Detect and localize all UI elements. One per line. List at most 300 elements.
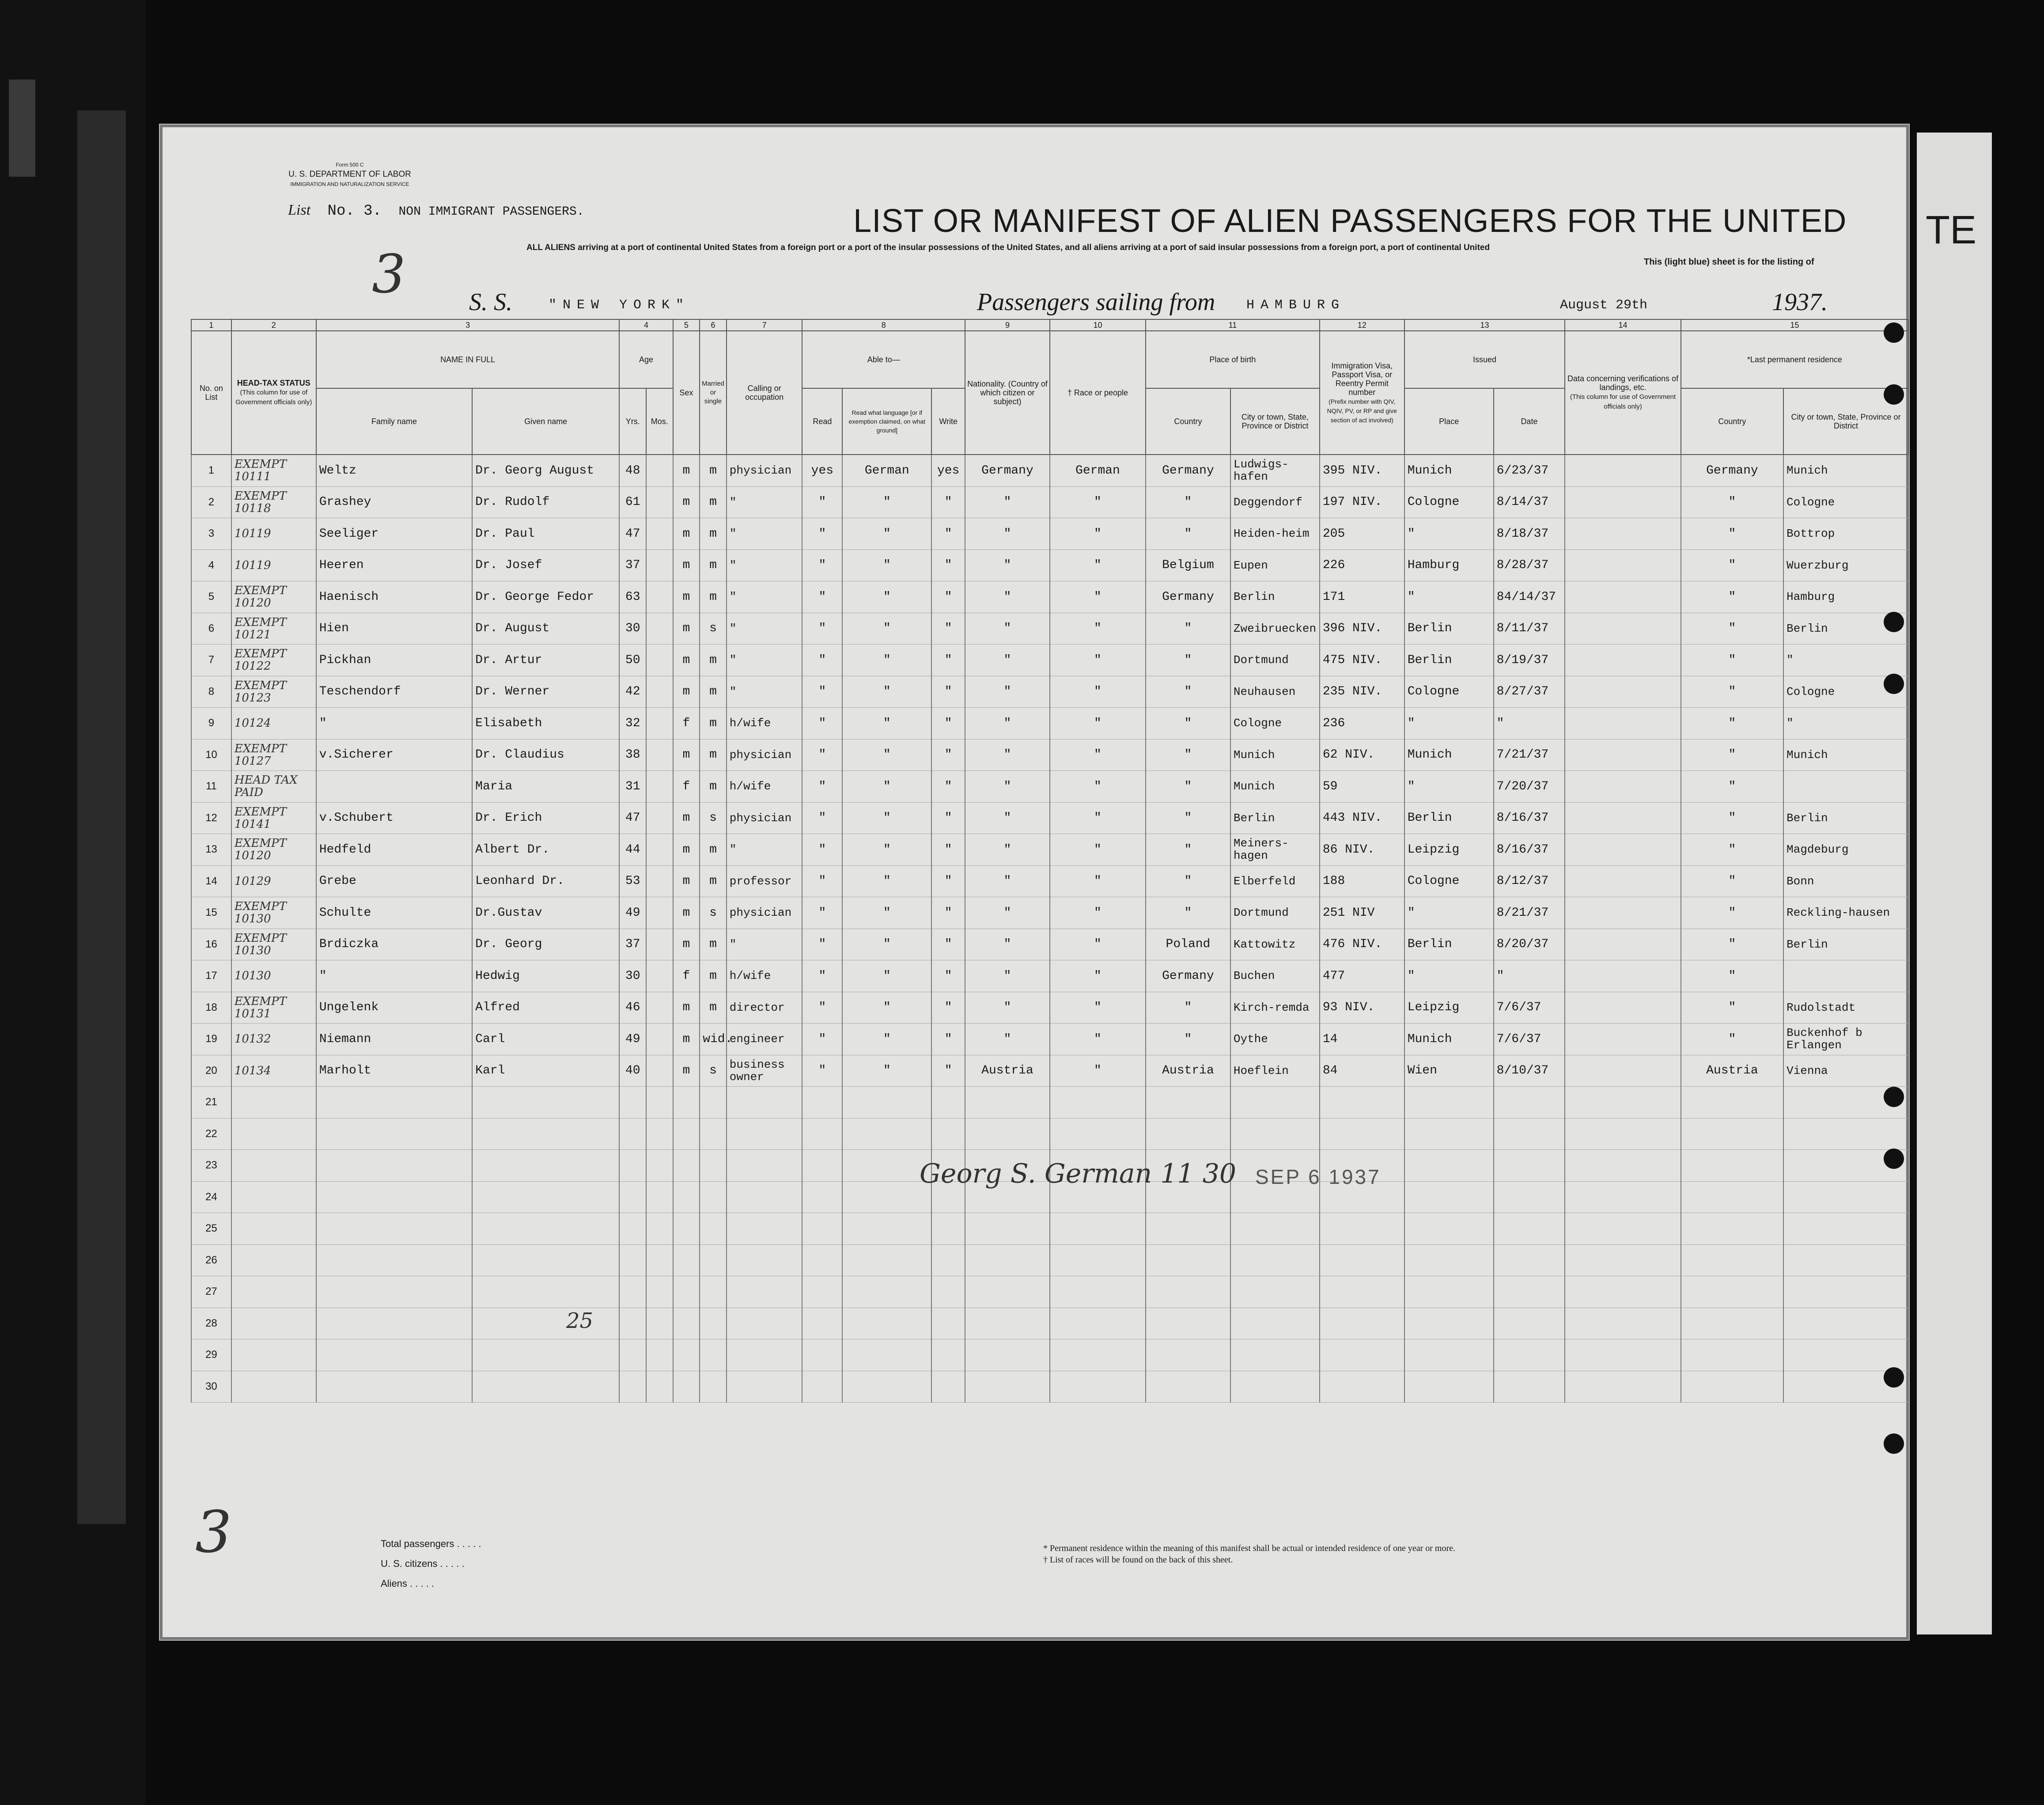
cell-idate: 8/16/37 (1494, 834, 1565, 866)
table-row (191, 613, 1908, 645)
cell-bcountry (1146, 1118, 1230, 1150)
cell-mos (646, 1024, 673, 1055)
cell-occ: physician (727, 802, 802, 834)
cell-read: " (802, 581, 842, 613)
cell-family: Heeren (316, 550, 472, 581)
cell-nat: " (965, 1024, 1050, 1055)
cell-mos (646, 486, 673, 518)
cell-rcity (1783, 771, 1908, 803)
cell-ms (700, 1371, 727, 1403)
cell-idate (1494, 1213, 1565, 1245)
film-strip (77, 110, 126, 1524)
cell-bcity: Heiden-heim (1230, 518, 1320, 550)
cell-bcity: Dortmund (1230, 897, 1320, 929)
cell-bcountry: " (1146, 518, 1230, 550)
cell-sex: m (673, 486, 700, 518)
cell-tax (231, 1339, 316, 1371)
cell-bcity: Kattowitz (1230, 929, 1320, 960)
cell-given (472, 1276, 619, 1308)
cell-iplace: " (1404, 897, 1494, 929)
cell-family: Haenisch (316, 581, 472, 613)
cell-mos (646, 865, 673, 897)
cell-occ: director (727, 992, 802, 1024)
cell-iplace: Cologne (1404, 486, 1494, 518)
cell-bcountry (1146, 1308, 1230, 1339)
cell-family: Pickhan (316, 645, 472, 676)
cell-no: 14 (191, 865, 231, 897)
cell-read: " (802, 486, 842, 518)
cell-no: 30 (191, 1371, 231, 1403)
cell-sex: m (673, 739, 700, 771)
cell-mos (646, 708, 673, 739)
cell-verif (1565, 992, 1681, 1024)
cell-race (1050, 1118, 1146, 1150)
cell-race: " (1050, 929, 1146, 960)
cell-verif (1565, 929, 1681, 960)
cell-bcity (1230, 1371, 1320, 1403)
cell-given: Elisabeth (472, 708, 619, 739)
cell-yrs (619, 1181, 646, 1213)
cell-verif (1565, 581, 1681, 613)
cell-ms (700, 1339, 727, 1371)
cell-sex: m (673, 865, 700, 897)
header-last-residence: *Last permanent residence (1681, 331, 1908, 388)
cell-given (472, 1308, 619, 1339)
list-line: List No. 3. NON IMMIGRANT PASSENGERS. (288, 202, 584, 220)
cell-no: 4 (191, 550, 231, 581)
handwritten-bottom-number: 3 (195, 1498, 232, 1566)
cell-occ: physician (727, 897, 802, 929)
cell-ms: wid. (700, 1024, 727, 1055)
cell-race (1050, 1087, 1146, 1119)
cell-race: German (1050, 455, 1146, 486)
cell-sex: m (673, 834, 700, 866)
cell-visa (1320, 1244, 1404, 1276)
cell-yrs: 37 (619, 550, 646, 581)
cell-ms: m (700, 518, 727, 550)
cell-verif (1565, 1087, 1681, 1119)
cell-visa (1320, 1213, 1404, 1245)
cell-no: 10 (191, 739, 231, 771)
cell-idate: 8/28/37 (1494, 550, 1565, 581)
cell-rcity (1783, 960, 1908, 992)
cell-mos (646, 1213, 673, 1245)
cell-race: " (1050, 645, 1146, 676)
cell-occ (727, 1181, 802, 1213)
cell-race: " (1050, 960, 1146, 992)
cell-ms: m (700, 865, 727, 897)
cell-bcity (1230, 1244, 1320, 1276)
cell-idate: 6/23/37 (1494, 455, 1565, 486)
cell-mos (646, 739, 673, 771)
cell-verif (1565, 802, 1681, 834)
cell-write (931, 1118, 965, 1150)
cell-iplace: Cologne (1404, 676, 1494, 708)
cell-sex: m (673, 929, 700, 960)
cell-given (472, 1181, 619, 1213)
cell-rcountry: " (1681, 708, 1783, 739)
cell-iplace: Berlin (1404, 613, 1494, 645)
cell-bcountry: " (1146, 992, 1230, 1024)
table-row (191, 834, 1908, 866)
cell-idate (1494, 1150, 1565, 1182)
cell-given: Albert Dr. (472, 834, 619, 866)
table-row (191, 1055, 1908, 1087)
cell-iplace: Munich (1404, 1024, 1494, 1055)
table-row-empty (191, 1087, 1908, 1119)
cell-yrs: 47 (619, 802, 646, 834)
cell-bcity: Kirch-remda (1230, 992, 1320, 1024)
cell-race: " (1050, 518, 1146, 550)
cell-visa: 226 (1320, 550, 1404, 581)
table-row (191, 739, 1908, 771)
cell-rcountry (1681, 1213, 1783, 1245)
cell-lang: " (842, 645, 931, 676)
cell-visa: 84 (1320, 1055, 1404, 1087)
cell-no: 2 (191, 486, 231, 518)
header-head-tax: HEAD-TAX STATUS (This column for use of Government officials only) (231, 331, 316, 455)
cell-read: " (802, 1024, 842, 1055)
cell-iplace: Leipzig (1404, 992, 1494, 1024)
cell-nat: " (965, 802, 1050, 834)
cell-read: " (802, 676, 842, 708)
cell-sex: m (673, 613, 700, 645)
cell-bcity: Oythe (1230, 1024, 1320, 1055)
cell-write: " (931, 1024, 965, 1055)
cell-visa: 86 NIV. (1320, 834, 1404, 866)
cell-mos (646, 992, 673, 1024)
table-row-empty (191, 1276, 1908, 1308)
cell-idate: " (1494, 708, 1565, 739)
cell-lang: " (842, 929, 931, 960)
cell-bcountry: Poland (1146, 929, 1230, 960)
cell-verif (1565, 1371, 1681, 1403)
cell-race (1050, 1371, 1146, 1403)
cell-given: Dr. Paul (472, 518, 619, 550)
binder-hole (1884, 674, 1904, 694)
cell-yrs: 37 (619, 929, 646, 960)
cell-given: Dr. Erich (472, 802, 619, 834)
cell-rcountry: " (1681, 771, 1783, 803)
cell-no: 28 (191, 1308, 231, 1339)
cell-yrs: 32 (619, 708, 646, 739)
adjacent-sheet-edge (1917, 133, 1992, 1634)
cell-family (316, 1213, 472, 1245)
cell-given (472, 1150, 619, 1182)
cell-no: 22 (191, 1118, 231, 1150)
table-row-empty (191, 1339, 1908, 1371)
cell-lang: " (842, 897, 931, 929)
cell-sex (673, 1213, 700, 1245)
cell-given: Dr. August (472, 613, 619, 645)
cell-given: Dr. George Fedor (472, 581, 619, 613)
cell-nat: " (965, 739, 1050, 771)
cell-family: Seeliger (316, 518, 472, 550)
cell-read (802, 1118, 842, 1150)
cell-read: " (802, 802, 842, 834)
cell-family: Teschendorf (316, 676, 472, 708)
cell-occ: " (727, 613, 802, 645)
cell-yrs (619, 1276, 646, 1308)
cell-visa: 197 NIV. (1320, 486, 1404, 518)
cell-yrs: 49 (619, 897, 646, 929)
cell-family (316, 1150, 472, 1182)
cell-bcountry (1146, 1213, 1230, 1245)
cell-rcountry: " (1681, 802, 1783, 834)
cell-given (472, 1244, 619, 1276)
cell-occ: engineer (727, 1024, 802, 1055)
cell-visa: 477 (1320, 960, 1404, 992)
cell-sex: m (673, 455, 700, 486)
table-row-empty (191, 1244, 1908, 1276)
cell-read: yes (802, 455, 842, 486)
cell-write (931, 1339, 965, 1371)
cell-nat: " (965, 518, 1050, 550)
cell-rcity: Cologne (1783, 676, 1908, 708)
cell-nat: " (965, 613, 1050, 645)
cell-race: " (1050, 486, 1146, 518)
cell-tax (231, 1244, 316, 1276)
cell-read (802, 1339, 842, 1371)
cell-visa: 443 NIV. (1320, 802, 1404, 834)
cell-idate: 8/18/37 (1494, 518, 1565, 550)
cell-rcountry: " (1681, 1024, 1783, 1055)
cell-visa: 395 NIV. (1320, 455, 1404, 486)
cell-idate: 7/6/37 (1494, 1024, 1565, 1055)
table-row (191, 645, 1908, 676)
cell-yrs: 50 (619, 645, 646, 676)
header-name-in-full: NAME IN FULL (316, 331, 620, 388)
cell-bcountry: " (1146, 645, 1230, 676)
cell-sex (673, 1087, 700, 1119)
cell-yrs: 61 (619, 486, 646, 518)
cell-bcountry: " (1146, 486, 1230, 518)
cell-mos (646, 1371, 673, 1403)
cell-rcountry (1681, 1150, 1783, 1182)
cell-rcity: Rudolstadt (1783, 992, 1908, 1024)
cell-ms (700, 1213, 727, 1245)
cell-nat: " (965, 676, 1050, 708)
cell-given (472, 1118, 619, 1150)
cell-tax: 10124 (231, 708, 316, 739)
cell-verif (1565, 739, 1681, 771)
cell-rcity: Hamburg (1783, 581, 1908, 613)
cell-rcity: Wuerzburg (1783, 550, 1908, 581)
cell-race (1050, 1308, 1146, 1339)
cell-bcity (1230, 1339, 1320, 1371)
cell-tax (231, 1276, 316, 1308)
cell-verif (1565, 897, 1681, 929)
cell-rcity: Vienna (1783, 1055, 1908, 1087)
cell-read: " (802, 834, 842, 866)
cell-write: " (931, 802, 965, 834)
cell-sex: f (673, 960, 700, 992)
cell-visa: 188 (1320, 865, 1404, 897)
cell-yrs: 53 (619, 865, 646, 897)
film-edge-mark (9, 80, 35, 177)
cell-given: Maria (472, 771, 619, 803)
cell-occ: " (727, 834, 802, 866)
cell-lang (842, 1276, 931, 1308)
header-row-2: Family name Given name Yrs. Mos. Read Read what language [or if exemption claimed, on what ground] Write Country City or town, State, Province or District Place Date Country City or town, State, Province or District (191, 388, 1908, 455)
cell-verif (1565, 834, 1681, 866)
cell-rcity: " (1783, 645, 1908, 676)
aliens-label: Aliens . . . . . (381, 1578, 435, 1589)
cell-occ: " (727, 929, 802, 960)
cell-write: " (931, 581, 965, 613)
cell-sex: f (673, 708, 700, 739)
cell-ms: m (700, 929, 727, 960)
cell-iplace (1404, 1181, 1494, 1213)
cell-nat: " (965, 581, 1050, 613)
cell-nat: " (965, 486, 1050, 518)
table-row (191, 486, 1908, 518)
cell-family: v.Schubert (316, 802, 472, 834)
cell-mos (646, 1339, 673, 1371)
cell-family: v.Sicherer (316, 739, 472, 771)
form-header: Form 500 C U. S. DEPARTMENT OF LABOR IMMIGRATION AND NATURALIZATION SERVICE (288, 162, 411, 187)
cell-lang (842, 1087, 931, 1119)
manifest-sheet (159, 124, 1910, 1641)
cell-sex: f (673, 771, 700, 803)
cell-mos (646, 1150, 673, 1182)
cell-ms: m (700, 455, 727, 486)
cell-idate: 7/20/37 (1494, 771, 1565, 803)
cell-given: Karl (472, 1055, 619, 1087)
cell-tax: EXEMPT 10130 (231, 897, 316, 929)
cell-sex: m (673, 1055, 700, 1087)
cell-tax: EXEMPT 10118 (231, 486, 316, 518)
cell-no: 7 (191, 645, 231, 676)
cell-write (931, 1087, 965, 1119)
cell-lang: " (842, 960, 931, 992)
cell-race: " (1050, 550, 1146, 581)
cell-no: 24 (191, 1181, 231, 1213)
cell-bcity: Elberfeld (1230, 865, 1320, 897)
cell-yrs (619, 1244, 646, 1276)
cell-verif (1565, 613, 1681, 645)
cell-verif (1565, 455, 1681, 486)
cell-family (316, 1339, 472, 1371)
cell-verif (1565, 1055, 1681, 1087)
cell-read: " (802, 929, 842, 960)
cell-ms: m (700, 739, 727, 771)
cell-bcity: Cologne (1230, 708, 1320, 739)
cell-tax: EXEMPT 10120 (231, 581, 316, 613)
cell-given: Dr. Georg (472, 929, 619, 960)
cell-read: " (802, 960, 842, 992)
cell-write: " (931, 771, 965, 803)
table-row (191, 992, 1908, 1024)
cell-sex: m (673, 802, 700, 834)
handwritten-number: 25 (566, 1308, 594, 1333)
cell-write: " (931, 518, 965, 550)
cell-rcountry: " (1681, 960, 1783, 992)
cell-tax: 10119 (231, 550, 316, 581)
cell-no: 13 (191, 834, 231, 866)
cell-yrs (619, 1308, 646, 1339)
cell-occ: " (727, 518, 802, 550)
cell-occ: " (727, 486, 802, 518)
cell-read: " (802, 550, 842, 581)
table-row (191, 550, 1908, 581)
cell-occ (727, 1339, 802, 1371)
cell-write (931, 1244, 965, 1276)
cell-ms (700, 1087, 727, 1119)
cell-bcountry (1146, 1371, 1230, 1403)
cell-occ (727, 1087, 802, 1119)
cell-no: 8 (191, 676, 231, 708)
cell-read (802, 1308, 842, 1339)
cell-yrs: 30 (619, 613, 646, 645)
table-row (191, 676, 1908, 708)
cell-occ: " (727, 550, 802, 581)
cell-lang: " (842, 518, 931, 550)
cell-write (931, 1308, 965, 1339)
cell-read: " (802, 1055, 842, 1087)
cell-verif (1565, 1181, 1681, 1213)
cell-ms (700, 1308, 727, 1339)
binder-hole (1884, 1367, 1904, 1388)
cell-bcity: Berlin (1230, 581, 1320, 613)
cell-iplace: Hamburg (1404, 550, 1494, 581)
cell-idate: 8/20/37 (1494, 929, 1565, 960)
cell-read: " (802, 645, 842, 676)
cell-mos (646, 834, 673, 866)
cell-nat (965, 1371, 1050, 1403)
cell-bcity: Berlin (1230, 802, 1320, 834)
cell-nat (965, 1339, 1050, 1371)
manifest-rows (191, 455, 1908, 1403)
cell-race (1050, 1244, 1146, 1276)
cell-nat (965, 1087, 1050, 1119)
cell-family: Weltz (316, 455, 472, 486)
cell-rcountry: " (1681, 486, 1783, 518)
cell-visa: 93 NIV. (1320, 992, 1404, 1024)
cell-nat: " (965, 992, 1050, 1024)
cell-occ: physician (727, 739, 802, 771)
cell-rcountry: " (1681, 865, 1783, 897)
cell-bcountry: " (1146, 708, 1230, 739)
cell-race: " (1050, 676, 1146, 708)
header-data-verification: Data concerning verifications of landings, etc. (This column for use of Government officials only) (1565, 331, 1681, 455)
table-row (191, 1024, 1908, 1055)
cell-no: 29 (191, 1339, 231, 1371)
cell-mos (646, 1308, 673, 1339)
cell-verif (1565, 645, 1681, 676)
cell-bcountry: " (1146, 865, 1230, 897)
cell-tax: EXEMPT 10141 (231, 802, 316, 834)
cell-yrs (619, 1213, 646, 1245)
cell-nat: Germany (965, 455, 1050, 486)
cell-nat: " (965, 929, 1050, 960)
cell-mos (646, 1181, 673, 1213)
table-row (191, 518, 1908, 550)
date-stamp: SEP 6 1937 (1255, 1165, 1381, 1188)
table-row (191, 865, 1908, 897)
cell-family: Hedfeld (316, 834, 472, 866)
cell-iplace (1404, 1244, 1494, 1276)
cell-rcountry (1681, 1339, 1783, 1371)
cell-tax: EXEMPT 10122 (231, 645, 316, 676)
cell-nat (965, 1213, 1050, 1245)
cell-visa: 236 (1320, 708, 1404, 739)
cell-tax (231, 1308, 316, 1339)
cell-nat (965, 1118, 1050, 1150)
cell-nat: " (965, 865, 1050, 897)
cell-rcity: Berlin (1783, 613, 1908, 645)
cell-yrs (619, 1371, 646, 1403)
